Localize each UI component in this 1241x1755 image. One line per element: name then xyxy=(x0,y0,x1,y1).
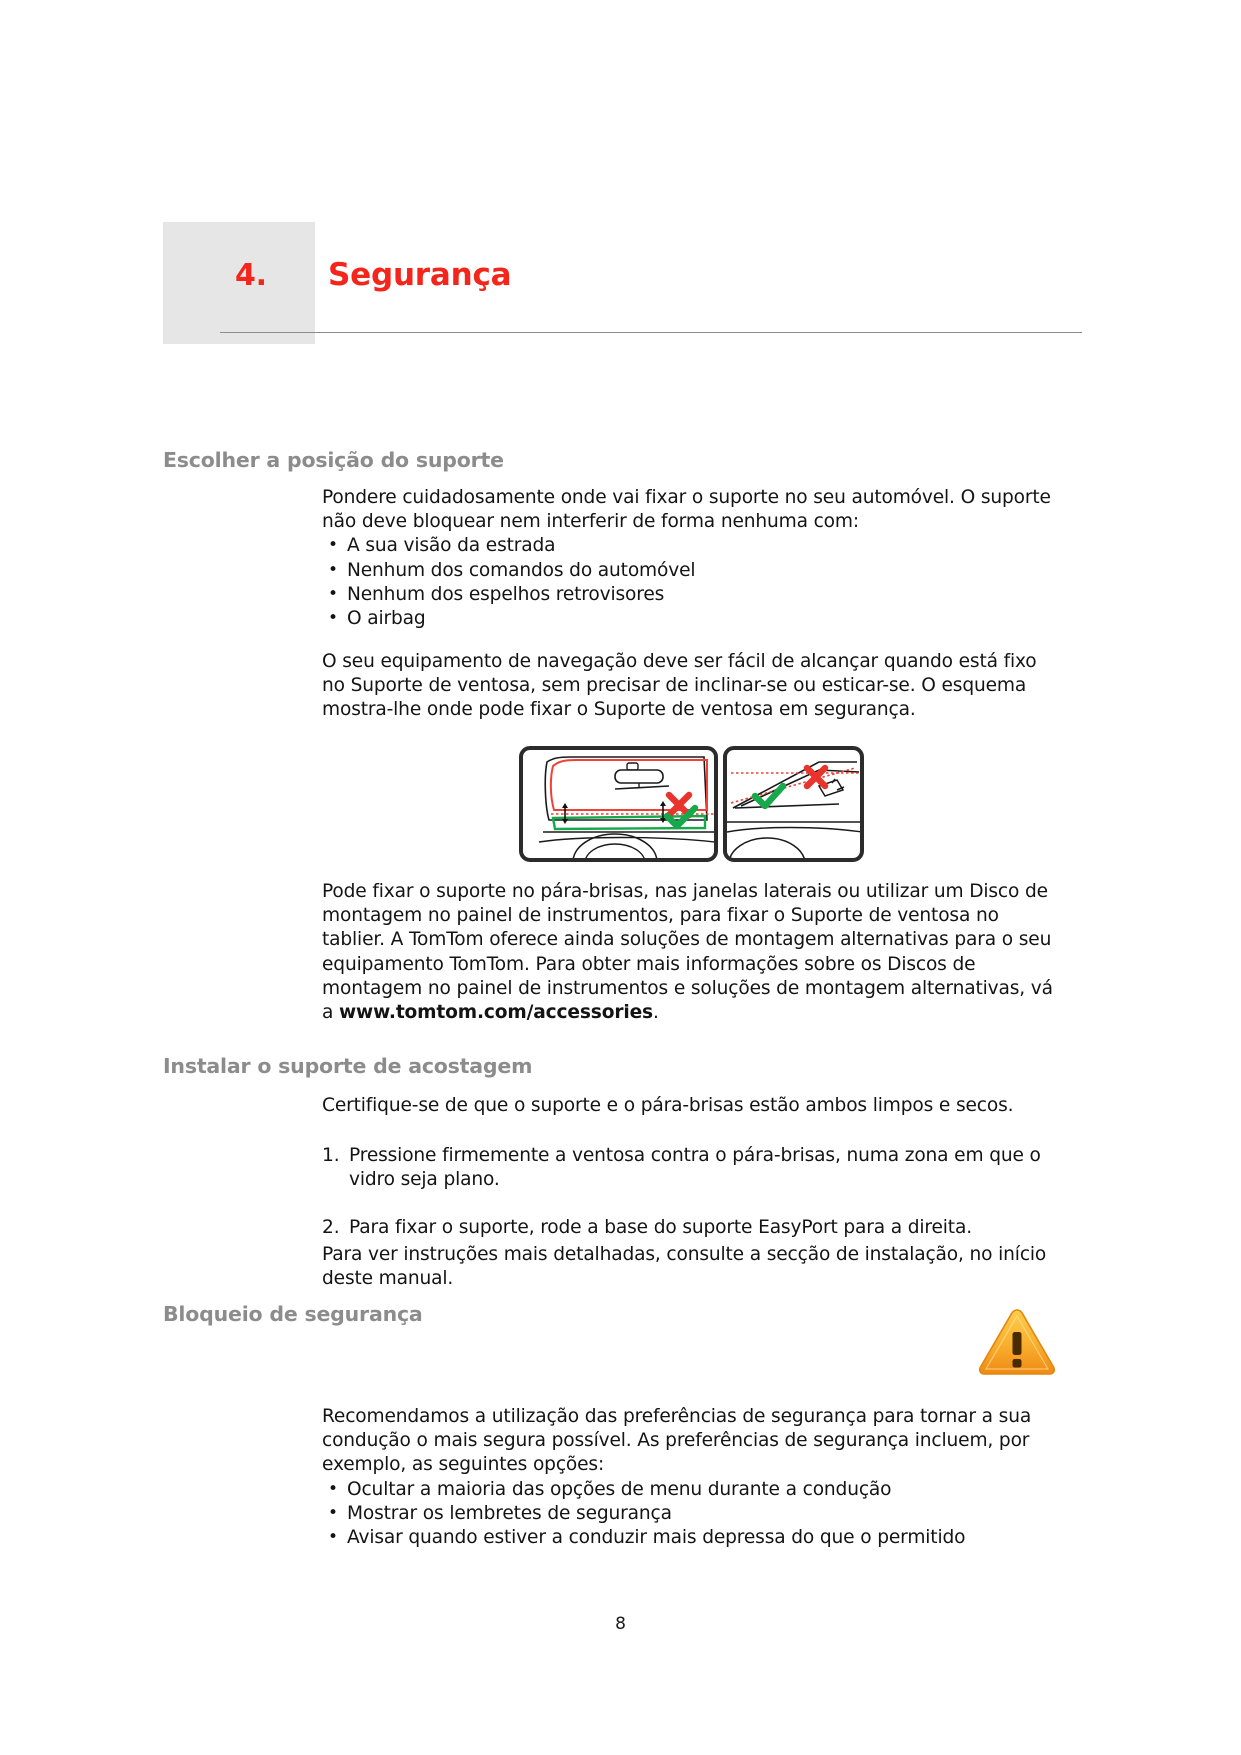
instalar-paragraph-2: Para ver instruções mais detalhadas, consulte a secção de instalação, no início deste manual. xyxy=(322,1244,1047,1290)
bloqueio-bullet-list xyxy=(322,1478,1062,1551)
chapter-number: 4. xyxy=(235,258,267,293)
instalar-step-list xyxy=(322,1144,1062,1241)
list-item: Para fixar o suporte, rode a base do suporte EasyPort para a direita. xyxy=(349,1217,972,1239)
list-item: • Nenhum dos espelhos retrovisores xyxy=(322,583,1062,607)
list-item: • Ocultar a maioria das opções de menu durante a condução xyxy=(322,1478,1062,1502)
section-heading-escolher: Escolher a posição do suporte xyxy=(163,448,504,472)
list-item: • Mostrar os lembretes de segurança xyxy=(322,1502,1062,1526)
section-heading-bloqueio: Bloqueio de segurança xyxy=(163,1302,423,1326)
section-heading-instalar: Instalar o suporte de acostagem xyxy=(163,1054,533,1078)
list-item: • Nenhum dos comandos do automóvel xyxy=(322,559,1062,583)
accessories-url: www.tomtom.com/accessories xyxy=(339,1002,653,1024)
escolher-paragraph-2-block xyxy=(322,650,1062,723)
escolher-paragraph-2: O seu equipamento de navegação deve ser fácil de alcançar quando está fixo no Suporte de ventosa, sem precisar de inclinar-se ou esticar-se. O esquema mostra-lhe onde pode fixar o Suporte de ventosa em segurança. xyxy=(322,651,1037,721)
escolher-paragraph-3-block xyxy=(322,880,1062,1025)
page-number: 8 xyxy=(615,1614,626,1634)
bloqueio-content-block xyxy=(322,1405,1062,1550)
instalar-paragraph-1: Certifique-se de que o suporte e o pára-brisas estão ambos limpos e secos. xyxy=(322,1095,1014,1116)
chapter-header xyxy=(163,222,958,344)
escolher-paragraph-3-text: Pode fixar o suporte no pára-brisas, nas janelas laterais ou utilizar um Disco de montagem no painel de instrumentos, para fixar o Suporte de ventosa no tablier. A TomTom oferece ainda soluções de montagem alternativas para o seu equipamento TomTom. Para obter mais informações sobre os Discos de montagem no painel de instrumentos e soluções de montagem alternativas, vá a xyxy=(322,881,1053,1024)
escolher-bullet-list xyxy=(322,534,1062,631)
escolher-intro-block xyxy=(322,486,1062,631)
list-item: • Avisar quando estiver a conduzir mais depressa do que o permitido xyxy=(322,1526,1062,1550)
warning-triangle-icon xyxy=(976,1305,1058,1379)
instalar-steps-block xyxy=(322,1144,1062,1241)
escolher-paragraph-3 xyxy=(322,880,1062,1025)
instalar-paragraph-1-block xyxy=(322,1094,1062,1118)
escolher-paragraph-1: Pondere cuidadosamente onde vai fixar o suporte no seu automóvel. O suporte não deve bloquear nem interferir de forma nenhuma com: xyxy=(322,487,1051,533)
instalar-paragraph-2-block xyxy=(322,1243,1062,1291)
list-item: Pressione firmemente a ventosa contra o pára-brisas, numa zona em que o vidro seja plano. xyxy=(349,1145,1041,1191)
escolher-paragraph-3-end: . xyxy=(652,1002,659,1024)
bloqueio-paragraph-1: Recomendamos a utilização das preferências de segurança para tornar a sua condução o mais segura possível. As preferências de segurança incluem, por exemplo, as seguintes opções: xyxy=(322,1406,1032,1476)
list-item: • A sua visão da estrada xyxy=(322,534,1062,558)
list-item: • O airbag xyxy=(322,607,1062,631)
chapter-divider xyxy=(220,332,1082,333)
chapter-title: Segurança xyxy=(328,257,512,293)
mount-position-diagram xyxy=(519,746,864,862)
